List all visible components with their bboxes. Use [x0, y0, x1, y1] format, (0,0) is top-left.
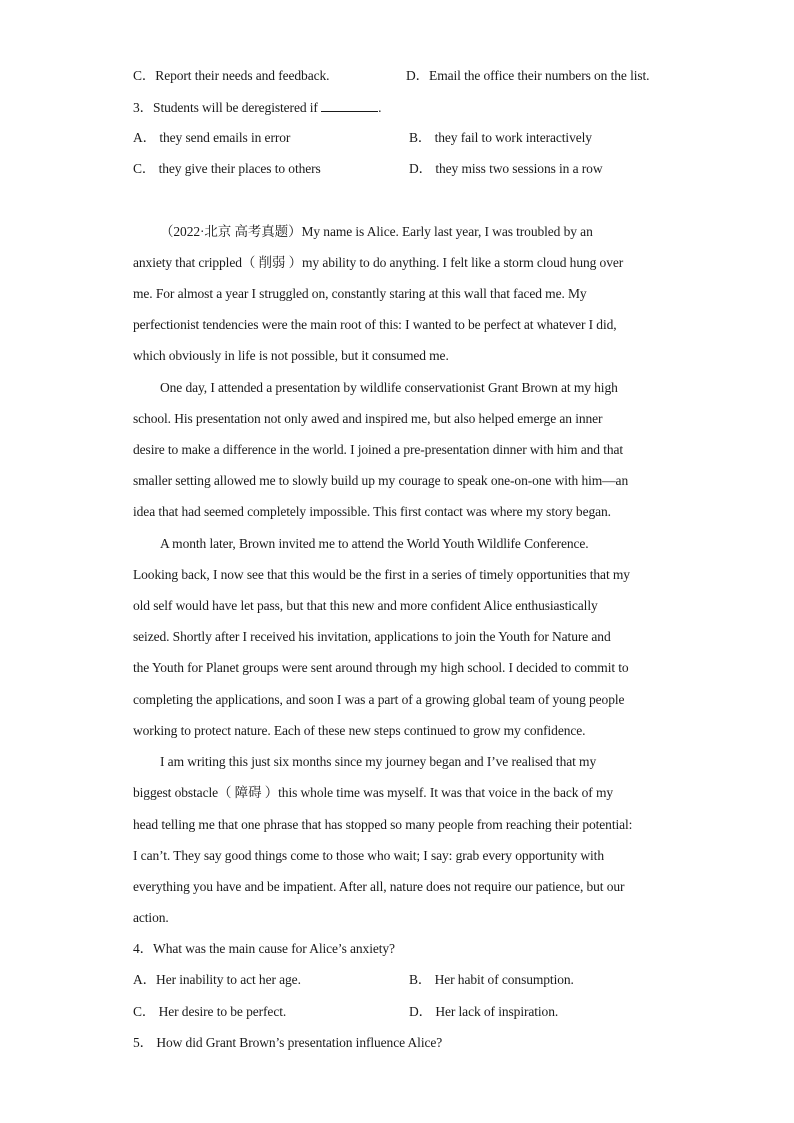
passage-p4-line: I can’t. They say good things come to those who wait; I say: grab every opportunity with — [133, 848, 604, 863]
passage-p1-line: perfectionist tendencies were the main root of this: I wanted to be perfect at whatever I did, — [133, 317, 617, 332]
q4-stem: 4．What was the main cause for Alice’s anxiety? — [133, 941, 395, 956]
passage-p1-line: me. For almost a year I struggled on, constantly staring at this wall that faced me. My — [133, 286, 587, 301]
q3-stem-text: 3．Students will be deregistered if — [133, 100, 322, 115]
q2-option-d: D．Email the office their numbers on the list. — [406, 68, 650, 83]
passage-p1-line: anxiety that crippled（ 削弱 ）my ability to do anything. I felt like a storm cloud hung over — [133, 255, 624, 270]
passage-p2-line: smaller setting allowed me to slowly build up my courage to speak one-on-one with him—an — [133, 473, 629, 488]
passage-p1-line: （2022·北京 高考真题）My name is Alice. Early last year, I was troubled by an — [160, 224, 593, 239]
passage-p3-line: working to protect nature. Each of these new steps continued to grow my confidence. — [133, 723, 586, 738]
passage-p3-line: A month later, Brown invited me to attend the World Youth Wildlife Conference. — [160, 536, 589, 551]
q4-option-d: D． Her lack of inspiration. — [409, 1004, 559, 1019]
q3-option-c: C． they give their places to others — [133, 161, 321, 176]
passage-p4-line: action. — [133, 910, 169, 925]
passage-p1-line: which obviously in life is not possible, but it consumed me. — [133, 348, 449, 363]
passage-p4-line: I am writing this just six months since my journey began and I’ve realised that my — [160, 754, 597, 769]
q3-option-b: B． they fail to work interactively — [409, 130, 592, 145]
q4-option-b: B． Her habit of consumption. — [409, 972, 574, 987]
answer-blank — [321, 99, 378, 112]
passage-p3-line: seized. Shortly after I received his invitation, applications to join the Youth for Nature and — [133, 629, 611, 644]
q3-stem-end: . — [378, 100, 382, 115]
passage-p2-line: One day, I attended a presentation by wildlife conservationist Grant Brown at my high — [160, 380, 618, 395]
passage-p3-line: the Youth for Planet groups were sent around through my high school. I decided to commit to — [133, 660, 629, 675]
passage-p4-line: everything you have and be impatient. After all, nature does not require our patience, but our — [133, 879, 625, 894]
passage-p2-line: school. His presentation not only awed and inspired me, but also helped emerge an inner — [133, 411, 603, 426]
passage-p4-line: biggest obstacle（ 障碍 ）this whole time was myself. It was that voice in the back of my — [133, 785, 614, 800]
passage-p3-line: old self would have let pass, but that this new and more confident Alice enthusiastically — [133, 598, 598, 613]
q5-stem: 5． How did Grant Brown’s presentation influence Alice? — [133, 1035, 443, 1050]
q4-option-c: C． Her desire to be perfect. — [133, 1004, 287, 1019]
q3-stem — [133, 99, 381, 116]
passage-p4-line: head telling me that one phrase that has stopped so many people from reaching their potential: — [133, 817, 633, 832]
q4-option-a: A．Her inability to act her age. — [133, 972, 301, 987]
q2-option-c: C．Report their needs and feedback. — [133, 68, 330, 83]
q3-option-d: D． they miss two sessions in a row — [409, 161, 603, 176]
passage-p3-line: Looking back, I now see that this would be the first in a series of timely opportunities that my — [133, 567, 630, 582]
passage-p2-line: idea that had seemed completely impossible. This first contact was where my story began. — [133, 504, 611, 519]
passage-p2-line: desire to make a difference in the world. I joined a pre-presentation dinner with him and that — [133, 442, 624, 457]
passage-p3-line: completing the applications, and soon I was a part of a growing global team of young people — [133, 692, 625, 707]
q3-option-a: A． they send emails in error — [133, 130, 291, 145]
